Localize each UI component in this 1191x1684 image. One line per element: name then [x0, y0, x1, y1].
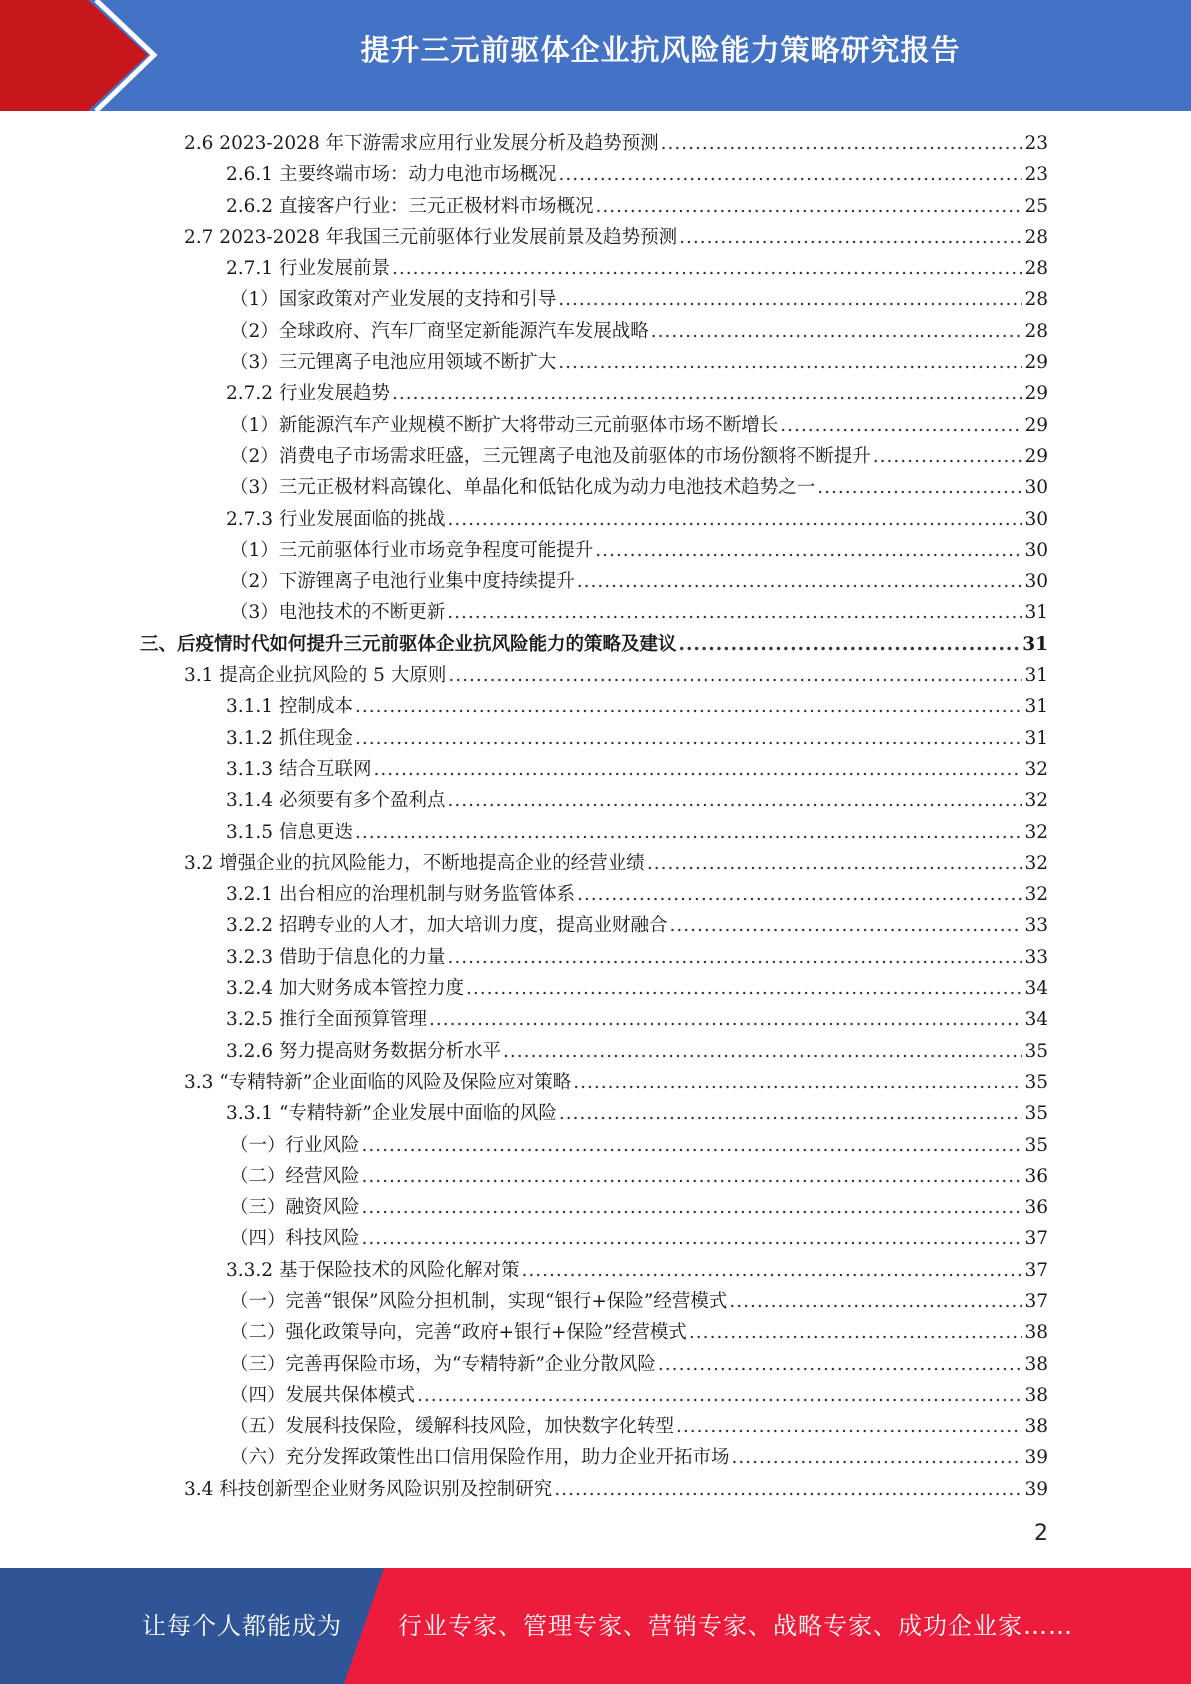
toc-entry[interactable]	[140, 535, 1048, 566]
toc-entry-label: 3.1 提高企业抗风险的 5 大原则	[184, 665, 447, 687]
toc-dot-leader	[466, 973, 1022, 1004]
toc-dot-leader	[447, 597, 1022, 628]
toc-dot-leader	[362, 1192, 1023, 1223]
toc-entry-label: （1）三元前驱体行业市场竞争程度可能提升	[230, 539, 594, 561]
toc-entry[interactable]	[140, 1161, 1048, 1192]
toc-entry-page: 37	[1024, 1290, 1048, 1312]
toc-entry-page: 30	[1024, 571, 1048, 593]
toc-dot-leader	[647, 848, 1023, 879]
toc-entry-label: 3.2.1 出台相应的治理机制与财务监管体系	[226, 884, 575, 906]
toc-entry-page: 32	[1024, 852, 1048, 874]
toc-entry-label: 3.1.3 结合互联网	[226, 758, 372, 780]
toc-entry-page: 29	[1024, 383, 1048, 405]
toc-entry-label: 3.1.1 控制成本	[226, 696, 353, 718]
toc-entry-label: 3.4 科技创新型企业财务风险识别及控制研究	[184, 1478, 553, 1500]
toc-dot-leader	[429, 1004, 1022, 1035]
toc-dot-leader	[558, 159, 1022, 190]
toc-entry-label: （2）下游锂离子电池行业集中度持续提升	[230, 571, 575, 593]
toc-entry[interactable]	[140, 597, 1048, 628]
toc-dot-leader	[355, 691, 1023, 722]
toc-entry-label: 3.3.2 基于保险技术的风险化解对策	[226, 1259, 520, 1281]
toc-entry[interactable]	[140, 1474, 1048, 1505]
toc-entry[interactable]	[140, 1349, 1048, 1380]
toc-entry-label: 2.6.1 主要终端市场：动力电池市场概况	[226, 164, 557, 186]
toc-dot-leader	[417, 1380, 1022, 1411]
toc-entry-page: 30	[1024, 539, 1048, 561]
toc-entry-page: 28	[1024, 289, 1048, 311]
toc-entry-label: （3）三元正极材料高镍化、单晶化和低钴化成为动力电池技术趋势之一	[230, 477, 816, 499]
toc-dot-leader	[362, 1161, 1023, 1192]
toc-dot-leader	[558, 347, 1022, 378]
toc-entry-label: （二）强化政策导向，完善“政府+银行+保险”经营模式	[230, 1322, 687, 1344]
toc-dot-leader	[780, 410, 1022, 441]
toc-entry-page: 31	[1024, 665, 1048, 687]
toc-entry-page: 36	[1024, 1197, 1048, 1219]
toc-entry-label: （一）行业风险	[230, 1134, 360, 1156]
toc-entry-label: （三）完善再保险市场，为“专精特新”企业分散风险	[230, 1353, 656, 1375]
toc-entry-page: 28	[1024, 320, 1048, 342]
toc-dot-leader	[732, 1442, 1023, 1473]
toc-entry-label: 2.6.2 直接客户行业：三元正极材料市场概况	[226, 195, 594, 217]
toc-dot-leader	[679, 629, 1021, 660]
toc-entry[interactable]	[140, 1442, 1048, 1473]
page-footer	[0, 1568, 1191, 1684]
toc-dot-leader	[521, 1255, 1022, 1286]
toc-entry-page: 30	[1024, 508, 1048, 530]
toc-entry-page: 37	[1024, 1259, 1048, 1281]
toc-entry-page: 33	[1024, 915, 1048, 937]
toc-entry-label: （1）国家政策对产业发展的支持和引导	[230, 289, 557, 311]
toc-entry-page: 29	[1024, 352, 1048, 374]
toc-dot-leader	[554, 1474, 1022, 1505]
toc-entry[interactable]	[140, 316, 1048, 347]
toc-entry[interactable]	[140, 191, 1048, 222]
toc-entry[interactable]	[140, 1098, 1048, 1129]
toc-entry-label: 3.2.4 加大财务成本管控力度	[226, 978, 464, 1000]
toc-entry-label: （三）融资风险	[230, 1197, 360, 1219]
toc-entry-label: （3）三元锂离子电池应用领域不断扩大	[230, 352, 557, 374]
toc-entry[interactable]	[140, 441, 1048, 472]
table-of-contents	[140, 128, 1048, 1505]
toc-entry-page: 32	[1024, 821, 1048, 843]
toc-entry[interactable]	[140, 817, 1048, 848]
toc-entry-page: 37	[1024, 1228, 1048, 1250]
toc-entry[interactable]	[140, 504, 1048, 535]
toc-entry-label: 2.7.1 行业发展前景	[226, 258, 390, 280]
toc-entry[interactable]	[140, 347, 1048, 378]
toc-entry[interactable]	[140, 159, 1048, 190]
toc-entry[interactable]	[140, 691, 1048, 722]
toc-entry[interactable]	[140, 284, 1048, 315]
toc-dot-leader	[392, 378, 1022, 409]
toc-entry[interactable]	[140, 472, 1048, 503]
toc-dot-leader	[679, 222, 1022, 253]
toc-entry[interactable]	[140, 566, 1048, 597]
toc-dot-leader	[577, 566, 1023, 597]
toc-dot-leader	[595, 191, 1022, 222]
toc-entry-page: 34	[1024, 1009, 1048, 1031]
toc-dot-leader	[577, 879, 1022, 910]
toc-dot-leader	[661, 128, 1023, 159]
toc-entry-page: 38	[1024, 1322, 1048, 1344]
toc-entry[interactable]	[140, 1130, 1048, 1161]
toc-entry-label: 2.7.2 行业发展趋势	[226, 383, 390, 405]
toc-entry-label: 2.6 2023-2028 年下游需求应用行业发展分析及趋势预测	[184, 133, 659, 154]
toc-entry[interactable]	[140, 785, 1048, 816]
toc-dot-leader	[447, 504, 1022, 535]
toc-entry-page: 31	[1024, 602, 1048, 624]
toc-entry[interactable]	[140, 253, 1048, 284]
toc-entry-page: 25	[1024, 195, 1048, 217]
toc-dot-leader	[573, 1067, 1022, 1098]
toc-entry-label: （一）完善“银保”风险分担机制，实现“银行+保险”经营模式	[230, 1290, 728, 1312]
toc-entry[interactable]	[140, 973, 1048, 1004]
toc-dot-leader	[689, 1317, 1023, 1348]
footer-slogan-right: 行业专家、管理专家、营销专家、战略专家、成功企业家……	[398, 1612, 1073, 1640]
toc-entry[interactable]	[140, 1004, 1048, 1035]
toc-entry-page: 38	[1024, 1384, 1048, 1406]
toc-dot-leader	[817, 472, 1022, 503]
toc-dot-leader	[651, 316, 1023, 347]
toc-entry[interactable]	[140, 1317, 1048, 1348]
toc-entry[interactable]	[140, 1192, 1048, 1223]
toc-entry-label: 3.2 增强企业的抗风险能力，不断地提高企业的经营业绩	[184, 852, 645, 874]
toc-dot-leader	[559, 1098, 1023, 1129]
toc-entry[interactable]	[140, 1255, 1048, 1286]
report-title: 提升三元前驱体企业抗风险能力策略研究报告	[360, 33, 961, 67]
toc-entry-label: （1）新能源汽车产业规模不断扩大将带动三元前驱体市场不断增长	[230, 414, 779, 436]
toc-entry-page: 35	[1024, 1071, 1048, 1093]
toc-entry[interactable]	[140, 222, 1048, 253]
toc-entry[interactable]	[140, 128, 1048, 159]
toc-entry-page: 38	[1024, 1416, 1048, 1438]
toc-entry-label: 3.1.2 抓住现金	[226, 727, 353, 749]
toc-entry[interactable]	[140, 879, 1048, 910]
toc-dot-leader	[355, 723, 1023, 754]
toc-dot-leader	[503, 1036, 1022, 1067]
toc-entry-page: 35	[1024, 1134, 1048, 1156]
footer-slogan-left: 让每个人都能成为	[142, 1612, 342, 1640]
toc-entry[interactable]	[140, 378, 1048, 409]
toc-entry-label: 3.3 “专精特新”企业面临的风险及保险应对策略	[184, 1071, 572, 1093]
toc-entry[interactable]	[140, 754, 1048, 785]
toc-dot-leader	[676, 1411, 1022, 1442]
toc-dot-leader	[447, 942, 1022, 973]
toc-entry-page: 31	[1022, 633, 1048, 655]
page-header	[0, 0, 1191, 111]
toc-entry[interactable]	[140, 910, 1048, 941]
toc-entry[interactable]	[140, 1036, 1048, 1067]
toc-entry-label: 3.2.5 推行全面预算管理	[226, 1009, 427, 1031]
toc-entry-page: 31	[1024, 727, 1048, 749]
toc-dot-leader	[448, 660, 1022, 691]
page-number: 2	[1034, 1521, 1048, 1546]
toc-entry-label: （2）全球政府、汽车厂商坚定新能源汽车发展战略	[230, 320, 649, 342]
toc-dot-leader	[362, 1130, 1023, 1161]
toc-entry-page: 33	[1024, 946, 1048, 968]
toc-entry[interactable]	[140, 1411, 1048, 1442]
toc-entry-page: 30	[1024, 477, 1048, 499]
toc-dot-leader	[558, 284, 1022, 315]
toc-entry-label: （2）消费电子市场需求旺盛，三元锂离子电池及前驱体的市场份额将不断提升	[230, 445, 871, 467]
toc-entry[interactable]	[140, 942, 1048, 973]
toc-entry-label: 2.7.3 行业发展面临的挑战	[226, 508, 446, 530]
toc-entry-label: 三、后疫情时代如何提升三元前驱体企业抗风险能力的策略及建议	[140, 633, 677, 655]
toc-entry-label: 3.2.6 努力提高财务数据分析水平	[226, 1040, 501, 1062]
toc-entry-page: 36	[1024, 1165, 1048, 1187]
toc-dot-leader	[595, 535, 1022, 566]
toc-dot-leader	[873, 441, 1023, 472]
toc-entry[interactable]	[140, 1286, 1048, 1317]
toc-entry-page: 32	[1024, 790, 1048, 812]
toc-entry[interactable]	[140, 629, 1048, 660]
toc-entry[interactable]	[140, 1380, 1048, 1411]
toc-entry-page: 29	[1024, 445, 1048, 467]
toc-entry[interactable]	[140, 848, 1048, 879]
toc-entry-page: 29	[1024, 414, 1048, 436]
header-chevron-graphic	[0, 0, 160, 111]
toc-entry-page: 32	[1024, 758, 1048, 780]
toc-dot-leader	[362, 1223, 1023, 1254]
toc-entry-page: 35	[1024, 1103, 1048, 1125]
toc-entry-label: （五）发展科技保险，缓解科技风险，加快数字化转型	[230, 1416, 675, 1438]
toc-entry-page: 38	[1024, 1353, 1048, 1375]
toc-dot-leader	[392, 253, 1022, 284]
toc-entry-page: 28	[1024, 258, 1048, 280]
toc-entry-label: （六）充分发挥政策性出口信用保险作用，助力企业开拓市场	[230, 1447, 730, 1469]
toc-entry-label: 3.2.2 招聘专业的人才，加大培训力度，提高业财融合	[226, 915, 668, 937]
toc-entry-label: 3.1.5 信息更迭	[226, 821, 353, 843]
toc-entry[interactable]	[140, 660, 1048, 691]
toc-entry-page: 35	[1024, 1040, 1048, 1062]
toc-entry-label: 3.1.4 必须要有多个盈利点	[226, 790, 446, 812]
toc-entry-page: 39	[1024, 1478, 1048, 1500]
toc-entry-page: 34	[1024, 978, 1048, 1000]
toc-entry-label: （四）发展共保体模式	[230, 1384, 416, 1406]
toc-entry[interactable]	[140, 410, 1048, 441]
toc-dot-leader	[669, 910, 1022, 941]
toc-entry-page: 23	[1024, 133, 1048, 154]
toc-entry-label: 2.7 2023-2028 年我国三元前驱体行业发展前景及趋势预测	[184, 226, 678, 248]
toc-entry-label: 3.3.1 “专精特新”企业发展中面临的风险	[226, 1103, 557, 1125]
toc-entry[interactable]	[140, 1223, 1048, 1254]
toc-entry-page: 32	[1024, 884, 1048, 906]
toc-entry-label: （3）电池技术的不断更新	[230, 602, 446, 624]
toc-entry-page: 28	[1024, 226, 1048, 248]
toc-entry-page: 39	[1024, 1447, 1048, 1469]
toc-dot-leader	[355, 817, 1023, 848]
toc-dot-leader	[447, 785, 1022, 816]
toc-dot-leader	[373, 754, 1022, 785]
toc-entry-label: （四）科技风险	[230, 1228, 360, 1250]
toc-entry[interactable]	[140, 723, 1048, 754]
toc-entry-label: （二）经营风险	[230, 1165, 360, 1187]
toc-entry-label: 3.2.3 借助于信息化的力量	[226, 946, 446, 968]
toc-entry-page: 23	[1024, 164, 1048, 186]
toc-dot-leader	[729, 1286, 1022, 1317]
toc-dot-leader	[658, 1349, 1023, 1380]
toc-entry[interactable]	[140, 1067, 1048, 1098]
toc-entry-page: 31	[1024, 696, 1048, 718]
